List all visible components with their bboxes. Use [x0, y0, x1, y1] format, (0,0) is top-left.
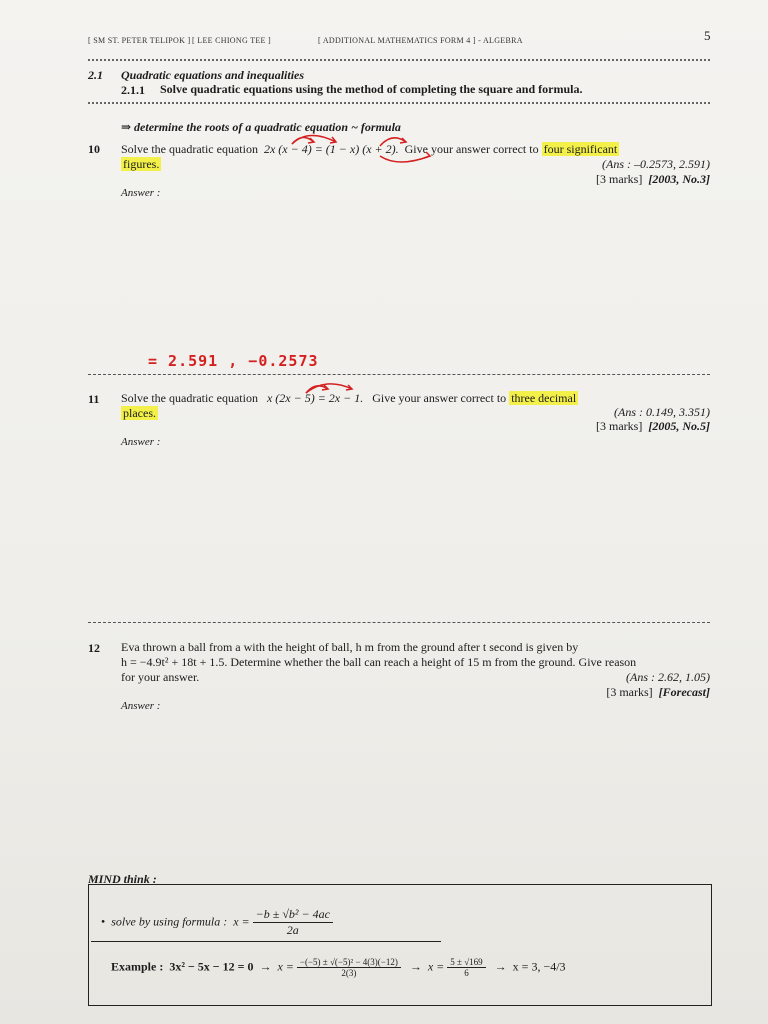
question-11-divider [88, 622, 710, 623]
example-line: Example : 3x² − 5x − 12 = 0 → x = $\frac{\text{−(−5) ± √(−5)² − 4(3)(−12)}}{2(3)}$ → x = $\frac{5 \pm √169}{6}$ → x = 3, −4/3 [111, 957, 566, 978]
question-11-marks-value: [3 marks] [596, 419, 643, 433]
question-10-equation: 2x (x − 4) = (1 − x) (x + 2). [263, 142, 399, 156]
header-teacher: [ LEE CHIONG TEE ] [192, 36, 272, 45]
example-step1-numerator: −(−5) ± √(−5)² − 4(3)(−12) [297, 957, 401, 968]
formula-fraction [253, 907, 333, 938]
question-12-line3: for your answer. [121, 670, 200, 684]
formula-bullet-text: solve by using formula : [111, 914, 228, 929]
question-10-number: 10 [88, 142, 100, 156]
header-divider [88, 59, 710, 61]
question-11-source: [2005, No.5] [648, 419, 710, 433]
question-11-number: 11 [88, 392, 100, 406]
question-12-marks-value: [3 marks] [606, 685, 653, 699]
example-arrow-3: → [494, 959, 507, 974]
subsection-title: Solve quadratic equations using the method of completing the square and formula. [160, 82, 583, 96]
question-10-answer-key: (Ans : –0.2573, 2.591) [602, 157, 710, 171]
question-11-highlight-b: places. [123, 406, 156, 420]
red-annotation-arrows-11 [300, 379, 380, 399]
topic-line: ⇒ determine the roots of a quadratic equation ~ formula [121, 120, 401, 134]
question-11-equation: x (2x − 5) = 2x − 1. [266, 391, 364, 405]
page-number: 5 [704, 28, 711, 43]
question-11-marks [560, 419, 710, 434]
example-equation: 3x² − 5x − 12 = 0 [169, 959, 254, 974]
question-12-answer-label: Answer : [121, 700, 161, 712]
question-10-marks-value: [3 marks] [596, 172, 643, 186]
question-12-line2: h = −4.9t² + 18t + 1.5. Determine whether the ball can reach a height of 15 m from the ground. Give reason [121, 655, 637, 669]
example-step2-numerator: 5 ± √169 [447, 957, 485, 968]
question-10-answer-label: Answer : [121, 187, 161, 199]
formula-lhs: x = [233, 914, 250, 929]
section-number: 2.1 [88, 68, 103, 82]
question-10-marks [560, 172, 710, 187]
example-label: Example : [111, 959, 164, 974]
question-11-highlight-a: three decimal [511, 391, 577, 405]
question-10-handwritten-answer: = 2.591 , −0.2573 [148, 352, 319, 370]
example-step1-denominator: 2(3) [341, 968, 357, 978]
formula-underline [91, 941, 441, 942]
header-school: [ SM ST. PETER TELIPOK ] [88, 36, 191, 45]
example-arrow-2: → [409, 959, 422, 974]
formula-denominator: 2a [286, 923, 299, 937]
question-12-line1: Eva thrown a ball from a with the height of ball, h m from the ground after t second is given by [121, 640, 579, 654]
question-11-text-b: Give your answer correct to [372, 391, 507, 405]
mind-think-title: MIND think : [88, 872, 157, 886]
formula-line: • solve by using formula : x = $\frac{\text{−b ± √b² − 4ac}}{2a}$ [101, 907, 333, 938]
question-10-highlight-b: figures. [123, 157, 160, 171]
example-step2-denominator: 6 [464, 968, 469, 978]
question-10-source: [2003, No.3] [648, 172, 710, 186]
subsection-number: 2.1.1 [121, 83, 145, 97]
header-subject: [ ADDITIONAL MATHEMATICS FORM 4 ] - ALGEBRA [318, 36, 523, 45]
question-12-source: [Forecast] [658, 685, 710, 699]
question-11-answer-key: (Ans : 0.149, 3.351) [614, 405, 710, 419]
question-11-text-a: Solve the quadratic equation [121, 391, 258, 405]
example-result: x = 3, −4/3 [512, 959, 566, 974]
question-11-answer-label: Answer : [121, 436, 161, 448]
question-10-text-b: Give your answer correct to [404, 142, 539, 156]
question-12-marks [560, 685, 710, 700]
example-step1 [297, 957, 401, 978]
section-title: Quadratic equations and inequalities [121, 68, 305, 82]
question-10-highlight-a: four significant [543, 142, 618, 156]
question-12-answer-key: (Ans : 2.62, 1.05) [626, 670, 710, 684]
example-step2 [447, 957, 485, 978]
question-10-divider [88, 374, 710, 375]
section-divider [88, 102, 710, 104]
red-annotation-arrows-10 [280, 128, 470, 168]
mind-think-box [88, 884, 712, 1006]
question-10-text-a: Solve the quadratic equation [121, 142, 258, 156]
formula-numerator: −b ± √b² − 4ac [253, 907, 333, 923]
question-12-number: 12 [88, 641, 100, 655]
example-arrow-1: → [259, 959, 272, 974]
